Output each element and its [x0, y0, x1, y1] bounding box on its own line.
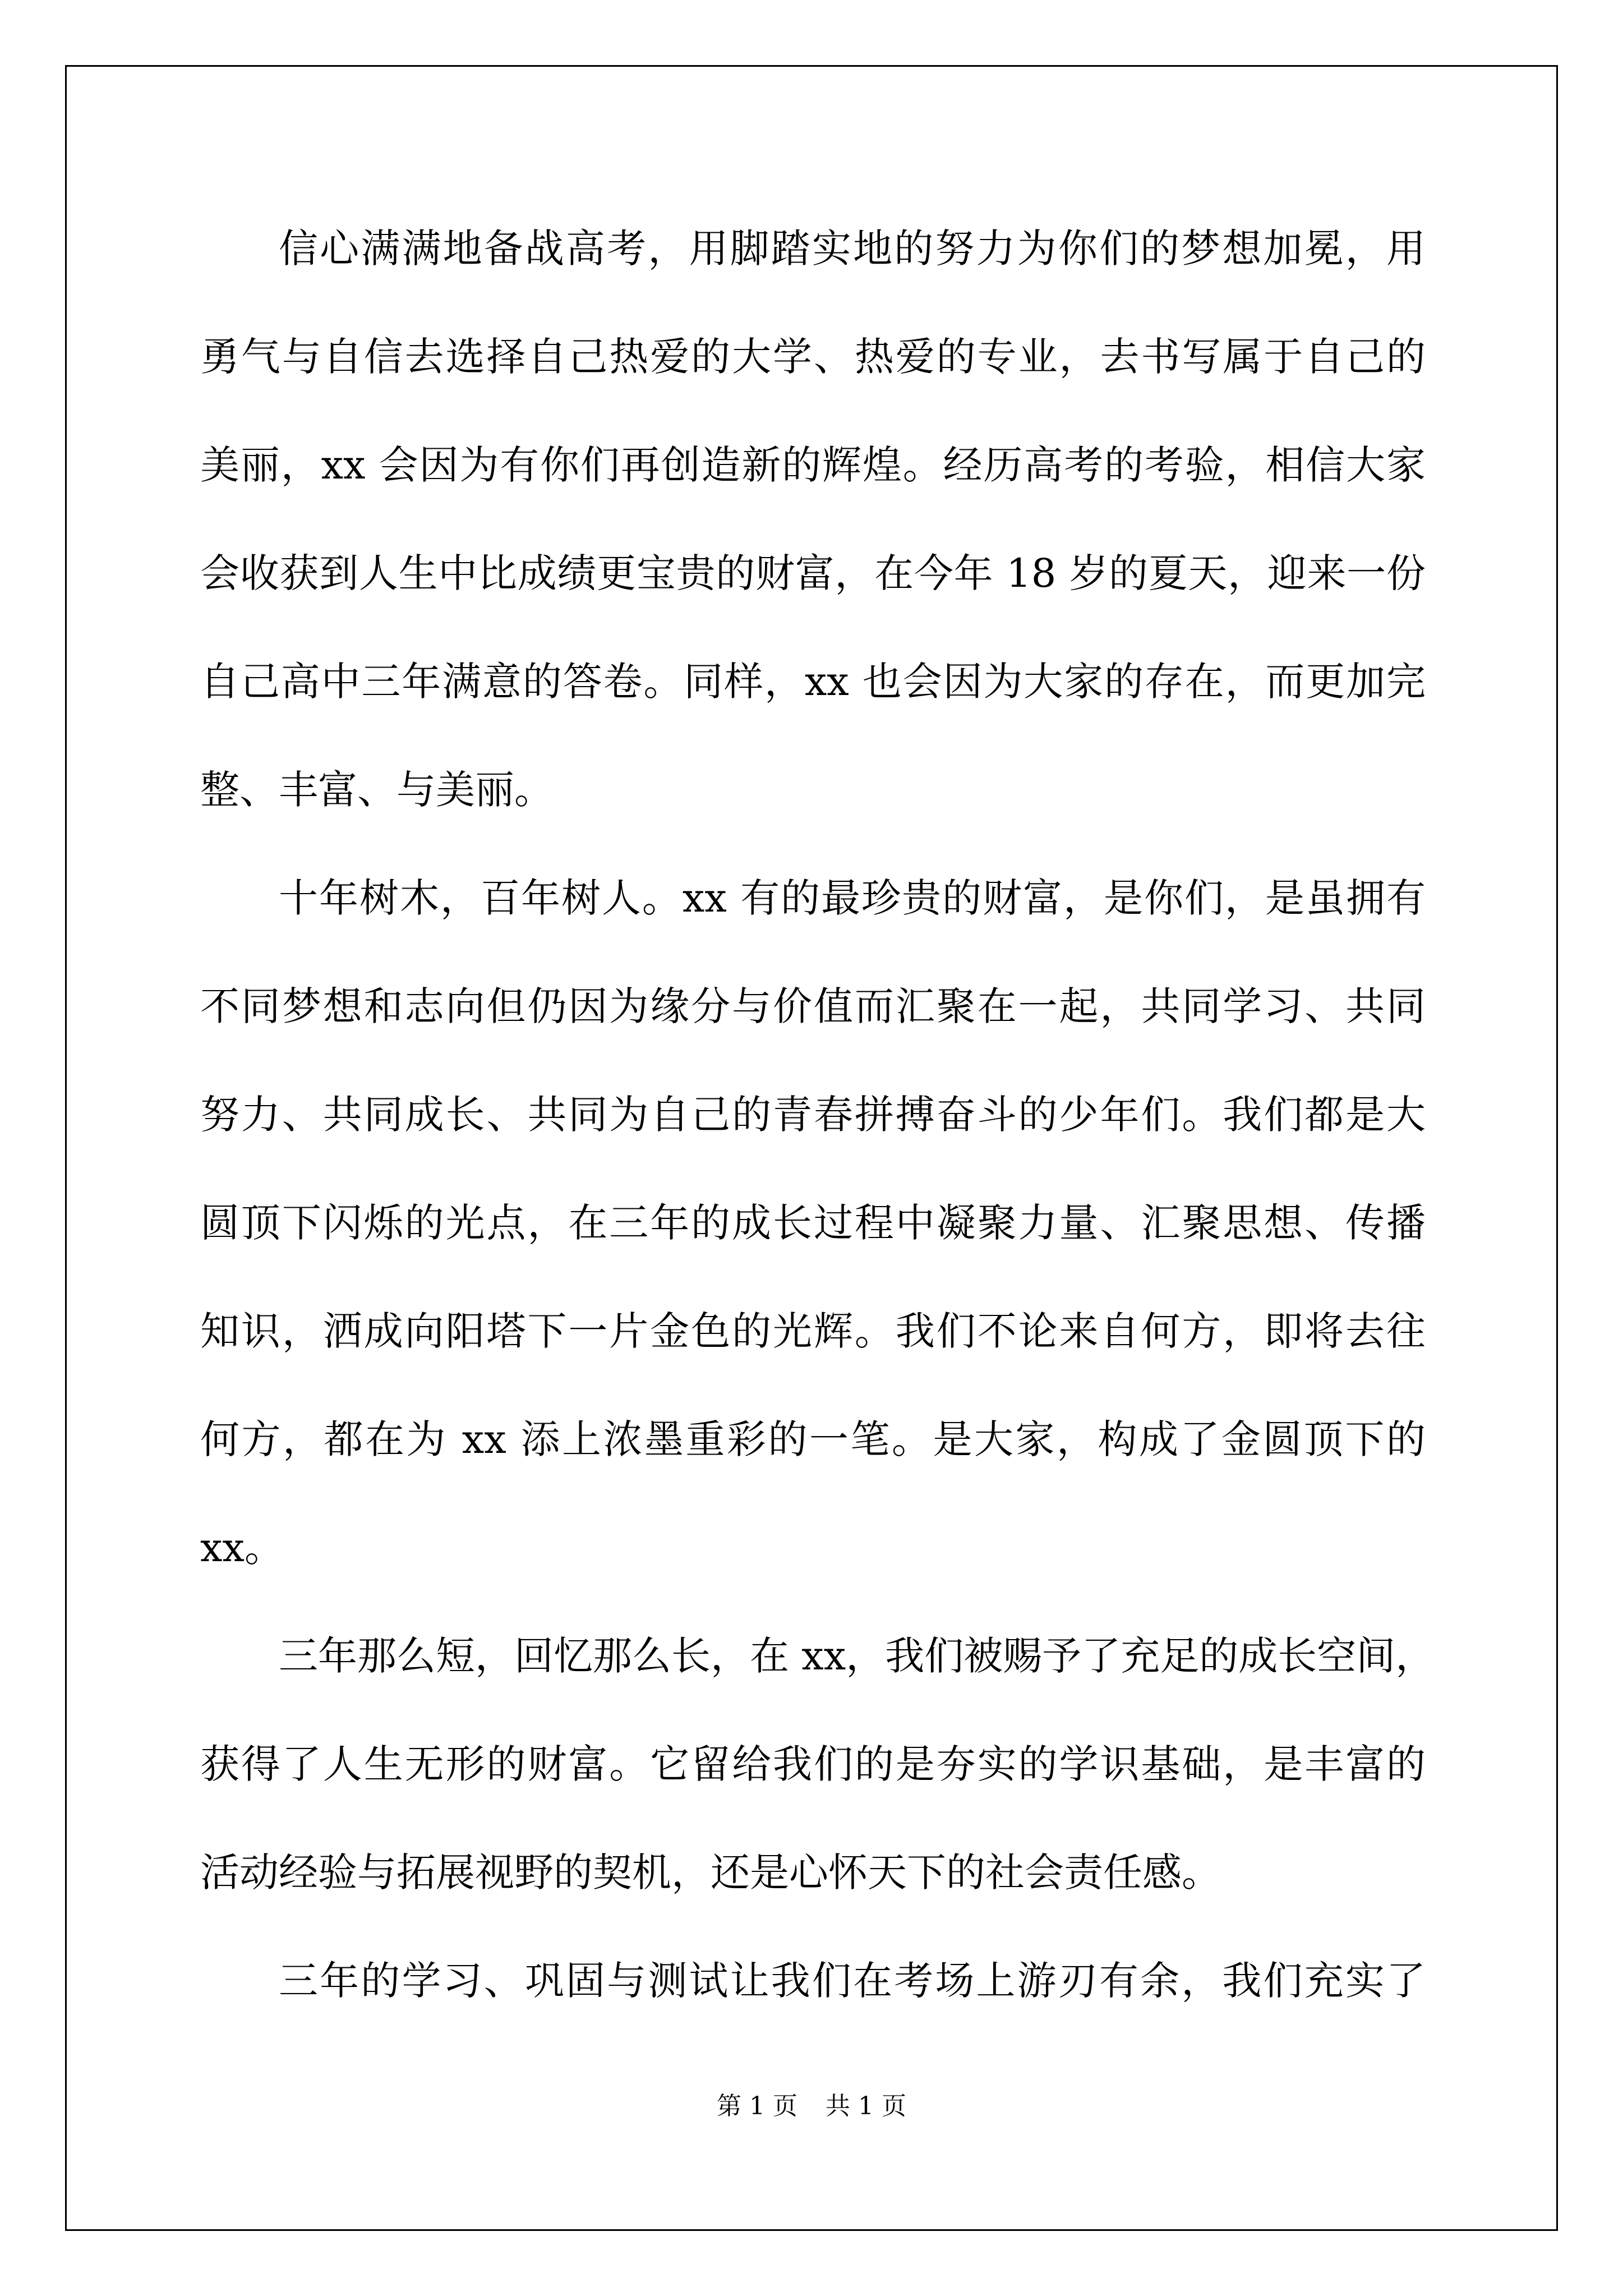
- text-line: 不同梦想和志向但仍因为缘分与价值而汇聚在一起，共同学习、共同: [200, 983, 1426, 1029]
- text-line: 活动经验与拓展视野的契机，还是心怀天下的社会责任感。: [200, 1849, 1221, 1895]
- document-body: [200, 195, 1435, 2035]
- text-line: xx。: [200, 1525, 284, 1571]
- text-line: 整、丰富、与美丽。: [200, 767, 554, 813]
- page-number: 第 1 页: [717, 2092, 797, 2120]
- text-line: 信心满满地备战高考，用脚踏实地的努力为你们的梦想加冕，用: [279, 226, 1426, 272]
- page-total: 共 1 页: [826, 2092, 906, 2120]
- text-line: 十年树木，百年树人。xx 有的最珍贵的财富，是你们，是虽拥有: [279, 875, 1426, 921]
- text-line: 获得了人生无形的财富。它留给我们的是夯实的学识基础，是丰富的: [200, 1741, 1426, 1787]
- text-line: 三年的学习、巩固与测试让我们在考场上游刃有余，我们充实了: [279, 1958, 1426, 2004]
- text-line: 三年那么短，回忆那么长，在 xx，我们被赐予了充足的成长空间，: [279, 1633, 1435, 1679]
- text-line: 美丽，xx 会因为有你们再创造新的辉煌。经历高考的考验，相信大家: [200, 442, 1426, 488]
- text-line: 圆顶下闪烁的光点，在三年的成长过程中凝聚力量、汇聚思想、传播: [200, 1200, 1426, 1246]
- text-line: 努力、共同成长、共同为自己的青春拼搏奋斗的少年们。我们都是大: [200, 1092, 1426, 1138]
- text-line: 何方，都在为 xx 添上浓墨重彩的一笔。是大家，构成了金圆顶下的: [200, 1416, 1426, 1462]
- text-line: 会收获到人生中比成绩更宝贵的财富，在今年 18 岁的夏天，迎来一份: [200, 550, 1426, 596]
- page-footer: [0, 2086, 1623, 2122]
- text-line: 自己高中三年满意的答卷。同样，xx 也会因为大家的存在，而更加完: [200, 659, 1426, 705]
- text-line: 知识，洒成向阳塔下一片金色的光辉。我们不论来自何方，即将去往: [200, 1308, 1426, 1354]
- text-line: 勇气与自信去选择自己热爱的大学、热爱的专业，去书写属于自己的: [200, 334, 1426, 380]
